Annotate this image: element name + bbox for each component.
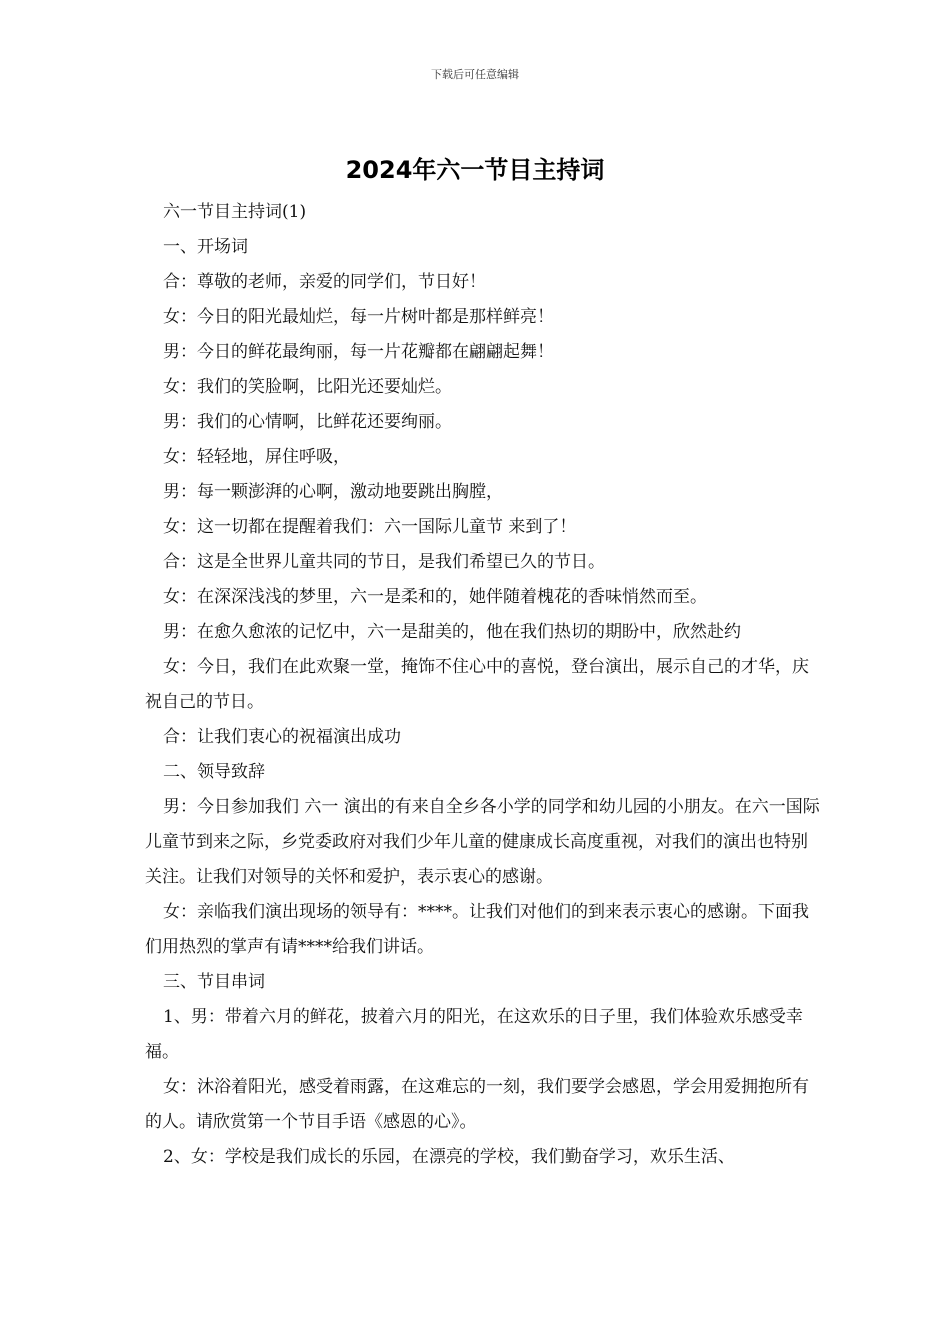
paragraph: 男：今日参加我们 六一 演出的有来自全乡各小学的同学和幼儿园的小朋友。在六一国际儿童节到来之际，乡党委政府对我们少年儿童的健康成长高度重视，对我们的演出也特别关注。让我们对领导的关怀和爱护，表示衷心的感谢。 — [145, 797, 820, 887]
paragraph: 2、女：学校是我们成长的乐园，在漂亮的学校，我们勤奋学习，欢乐生活、 — [163, 1147, 735, 1167]
document-title: 2024年六一节目主持词 — [345, 156, 605, 184]
paragraph: 男：在愈久愈浓的记忆中，六一是甜美的，他在我们热切的期盼中，欣然赴约 — [163, 622, 741, 642]
paragraph: 合：让我们衷心的祝福演出成功 — [163, 727, 401, 747]
paragraph: 男：每一颗澎湃的心啊，激动地要跳出胸膛， — [163, 482, 503, 502]
paragraph: 女：今日，我们在此欢聚一堂，掩饰不住心中的喜悦，登台演出，展示自己的才华，庆祝自己的节日。 — [145, 657, 809, 712]
paragraph: 男：今日的鲜花最绚丽，每一片花瓣都在翩翩起舞！ — [163, 342, 554, 362]
header-note: 下载后可任意编辑 — [431, 68, 519, 81]
paragraph: 女：亲临我们演出现场的领导有：****。让我们对他们的到来表示衷心的感谢。下面我们用热烈的掌声有请****给我们讲话。 — [145, 902, 809, 957]
paragraph: 女：这一切都在提醒着我们：六一国际儿童节 来到了！ — [163, 517, 577, 537]
paragraph: 1、男：带着六月的鲜花，披着六月的阳光，在这欢乐的日子里，我们体验欢乐感受幸福。 — [145, 1007, 803, 1062]
section-heading: 三、节目串词 — [163, 972, 265, 992]
paragraph: 女：我们的笑脸啊，比阳光还要灿烂。 — [163, 377, 452, 397]
section-heading: 二、领导致辞 — [163, 762, 265, 782]
paragraph: 女：轻轻地，屏住呼吸， — [163, 447, 350, 467]
paragraph: 女：今日的阳光最灿烂，每一片树叶都是那样鲜亮！ — [163, 307, 554, 327]
paragraph: 男：我们的心情啊，比鲜花还要绚丽。 — [163, 412, 452, 432]
paragraph: 女：沐浴着阳光，感受着雨露，在这难忘的一刻，我们要学会感恩，学会用爱拥抱所有的人。请欣赏第一个节目手语《感恩的心》。 — [145, 1077, 809, 1132]
paragraph: 六一节目主持词(1) — [163, 202, 307, 222]
paragraph: 合：这是全世界儿童共同的节日，是我们希望已久的节日。 — [163, 552, 605, 572]
paragraph: 女：在深深浅浅的梦里，六一是柔和的，她伴随着槐花的香味悄然而至。 — [163, 587, 707, 607]
document-body — [145, 195, 821, 1175]
section-heading: 一、开场词 — [163, 237, 248, 257]
paragraph: 合：尊敬的老师，亲爱的同学们，节日好！ — [163, 272, 486, 292]
